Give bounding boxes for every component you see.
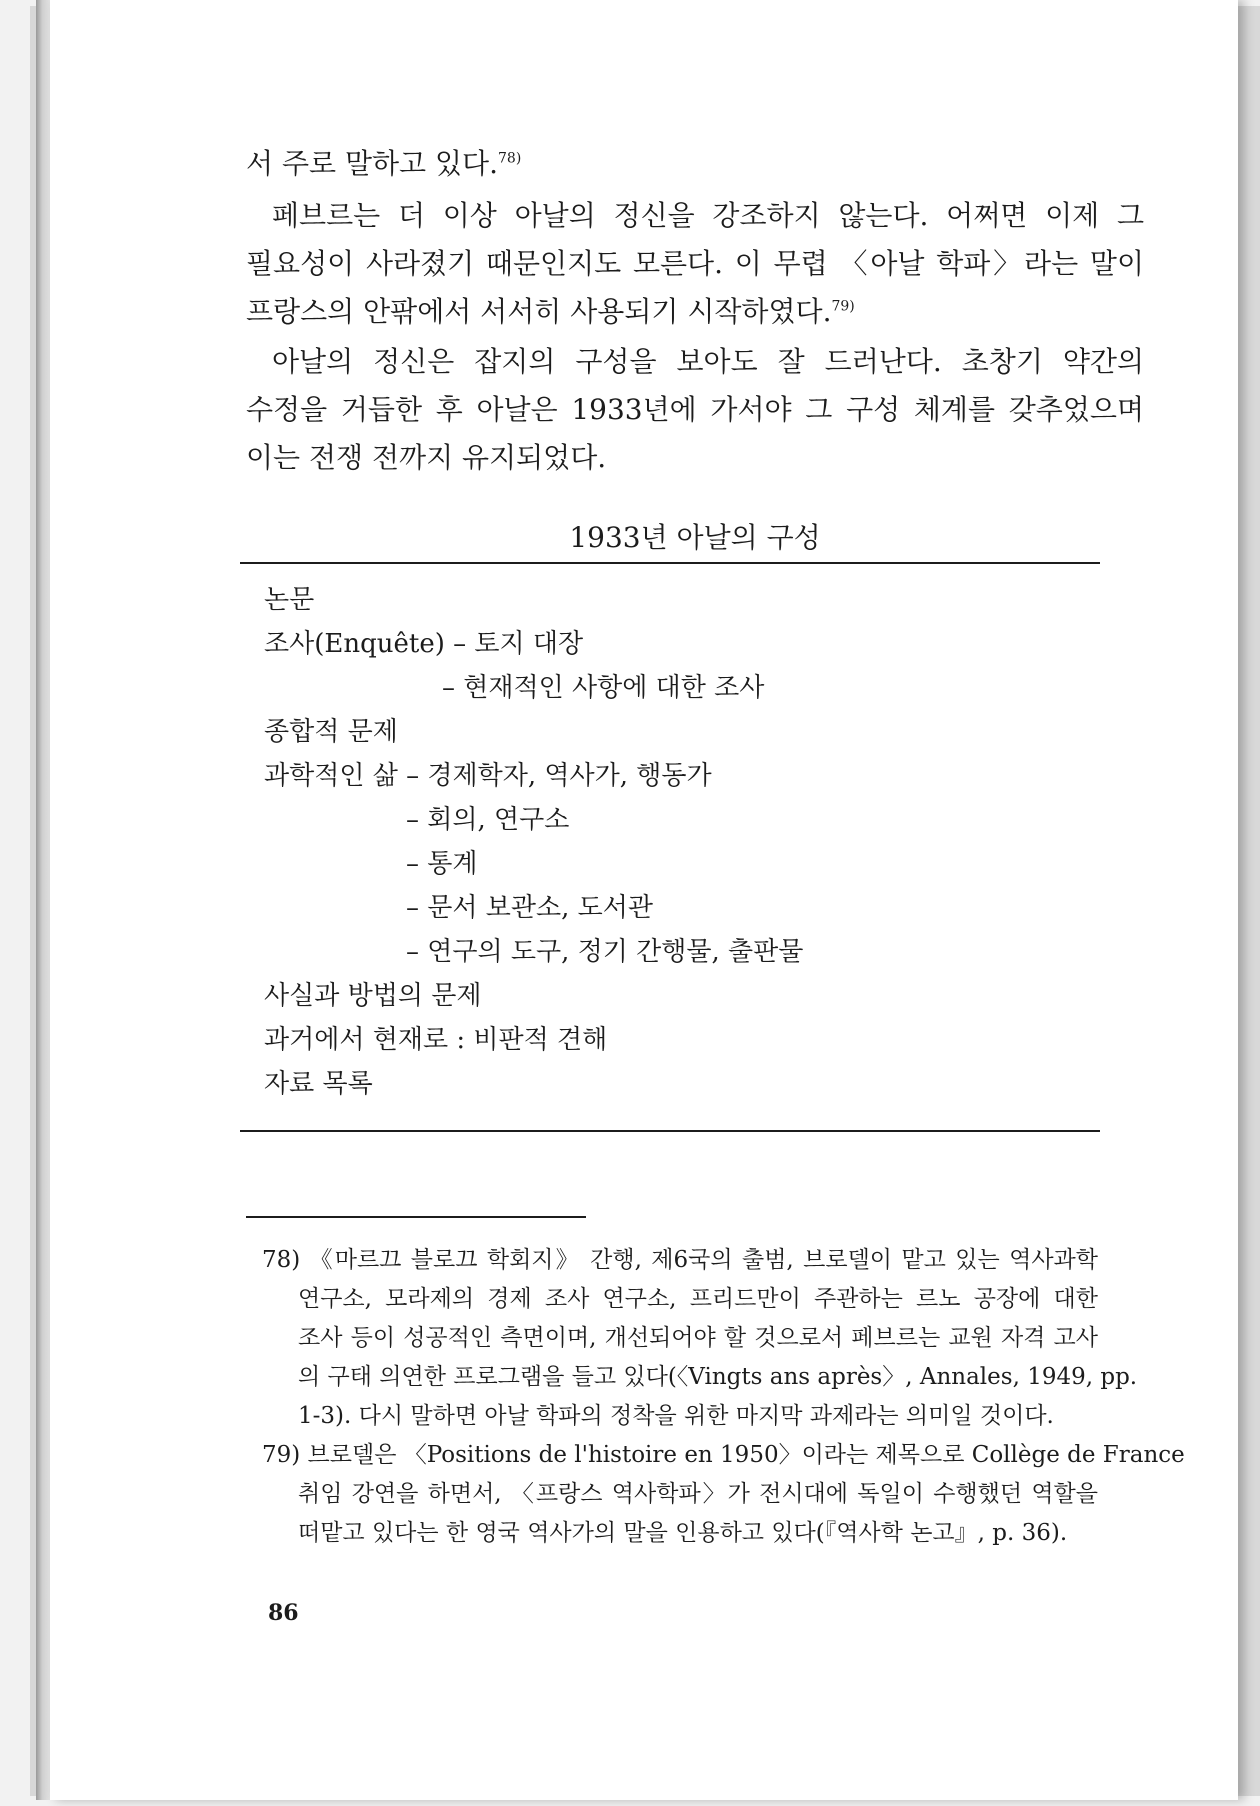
paragraph-2-line-3-text: 프랑스의 안팎에서 서서히 사용되기 시작하였다.: [246, 295, 832, 328]
paragraph-3-line-2: 수정을 거듭한 후 아날은 1933년에 가서야 그 구성 체계를 갖추었으며: [246, 393, 1144, 426]
paragraph-2-line-1: 페브르는 더 이상 아날의 정신을 강조하지 않는다. 어쩌면 이제 그: [272, 199, 1144, 232]
footnote-separator: [246, 1216, 586, 1218]
footnote-78-line-5: 1-3). 다시 말하면 아날 학파의 정착을 위한 마지막 과제라는 의미일 것이다.: [298, 1403, 1054, 1429]
footnote-79-line-1: 79) 브로델은 〈Positions de l'histoire en 1950〉이라는 제목으로 Collège de France: [262, 1442, 1185, 1468]
paragraph-2-line-3: [246, 288, 1144, 336]
paragraph-2-line-2: 필요성이 사라졌기 때문인지도 모른다. 이 무렵 〈아날 학파〉라는 말이: [246, 247, 1144, 280]
table-line-4: 종합적 문제: [264, 717, 398, 747]
footnote-78-line-1: 78) 《마르끄 블로끄 학회지》 간행, 제6국의 출범, 브로델이 맡고 있는 역사과학: [262, 1247, 1098, 1273]
book-page: [50, 0, 1238, 1800]
table-line-10: 사실과 방법의 문제: [264, 981, 482, 1011]
footnote-79-line-3: 떠맡고 있다는 한 영국 역사가의 말을 인용하고 있다(『역사학 논고』, p. 36).: [298, 1520, 1068, 1546]
footnote-ref-78: 78): [498, 150, 522, 167]
table-line-3: – 현재적인 사항에 대한 조사: [442, 673, 765, 703]
paragraph-1-line-1: 서 주로 말하고 있다.: [246, 147, 498, 180]
paragraph-1: [246, 140, 1144, 188]
paragraph-3-line-3: 이는 전쟁 전까지 유지되었다.: [246, 441, 607, 474]
table-line-2: 조사(Enquête) – 토지 대장: [264, 629, 584, 659]
table-top-rule: [240, 562, 1100, 564]
paragraph-3-line-1: 아날의 정신은 잡지의 구성을 보아도 잘 드러난다. 초창기 약간의: [272, 345, 1144, 378]
table-line-11: 과거에서 현재로 : 비판적 견해: [264, 1025, 608, 1055]
table-line-7: – 통계: [406, 849, 478, 879]
table-line-5: 과학적인 삶 – 경제학자, 역사가, 행동가: [264, 761, 712, 791]
footnote-79-line-2: 취임 강연을 하면서, 〈프랑스 역사학파〉가 전시대에 독일이 수행했던 역할을: [298, 1481, 1098, 1507]
footnote-78-line-2: 연구소, 모라제의 경제 조사 연구소, 프리드만이 주관하는 르노 공장에 대한: [298, 1286, 1098, 1312]
table-line-8: – 문서 보관소, 도서관: [406, 893, 653, 923]
footnote-78-line-3: 조사 등이 성공적인 측면이며, 개선되어야 할 것으로서 페브르는 교원 자격 고사: [298, 1325, 1098, 1351]
table-line-9: – 연구의 도구, 정기 간행물, 출판물: [406, 937, 804, 967]
table-line-6: – 회의, 연구소: [406, 805, 570, 835]
table-bottom-rule: [240, 1130, 1100, 1132]
footnote-ref-79: 79): [831, 298, 855, 315]
table-line-12: 자료 목록: [264, 1069, 373, 1099]
page-number: 86: [268, 1600, 299, 1626]
table-title: 1933년 아날의 구성: [569, 521, 821, 554]
footnote-78-line-4: 의 구태 의연한 프로그램을 들고 있다(〈Vingts ans après〉, Annales, 1949, pp.: [298, 1364, 1138, 1390]
table-line-1: 논문: [264, 585, 315, 615]
